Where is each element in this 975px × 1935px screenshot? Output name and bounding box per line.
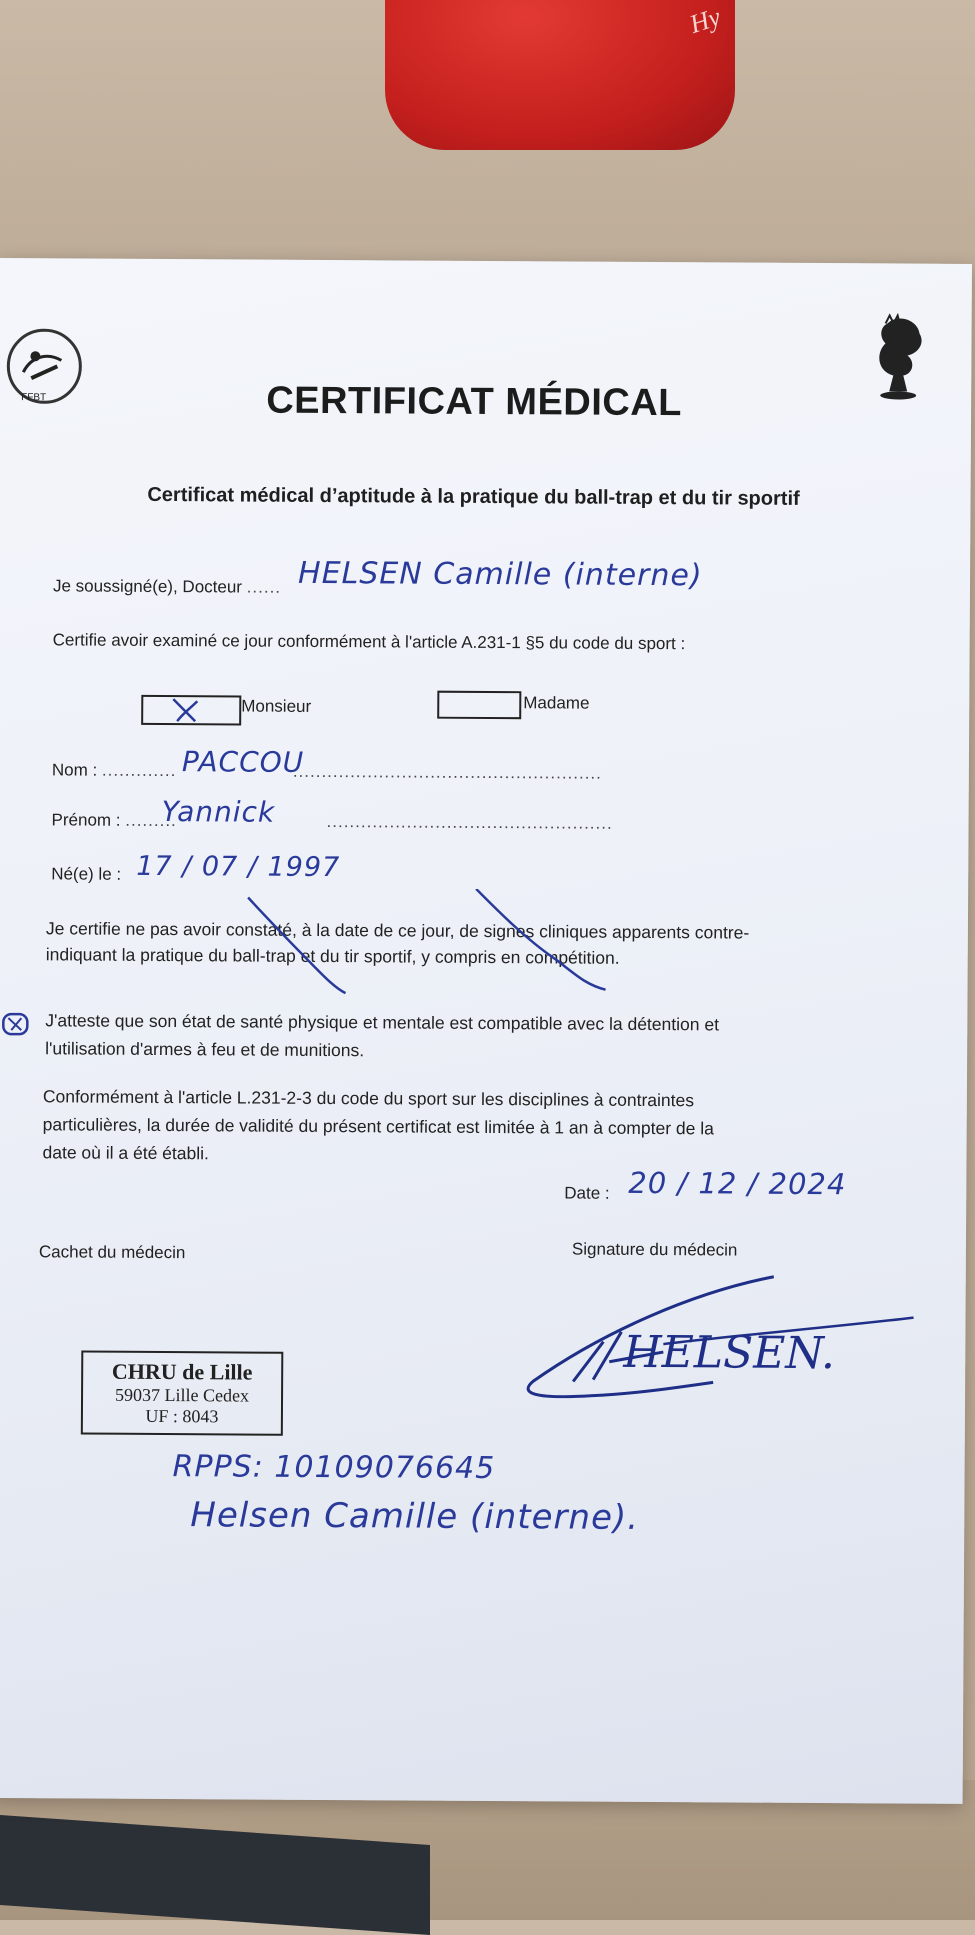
paragraph-3-line1: Conformément à l'article L.231-2-3 du code du sport sur les disciplines à contraintes (42, 1086, 695, 1111)
page-subtitle: Certificat médical d’aptitude à la pratique du ball-trap et du tir sportif (147, 483, 800, 510)
paragraph-2-line1: J'atteste que son état de santé physique et mentale est compatible avec la détention et (45, 1010, 720, 1035)
stamp-line2: 59037 Lille Cedex (114, 1384, 250, 1406)
doctor-label: Je soussigné(e), Docteur ...... (52, 576, 282, 597)
doctor-name-field[interactable]: HELSEN Camille (interne) (297, 555, 703, 594)
signature-label: Signature du médecin (571, 1239, 738, 1260)
birthdate-field[interactable]: 17 / 07 / 1997 (136, 850, 341, 884)
monsieur-checkbox[interactable] (141, 695, 241, 726)
rpps-handwritten: RPPS: 10109076645 (172, 1449, 496, 1487)
date-field[interactable]: 20 / 12 / 2024 (628, 1165, 847, 1202)
nom-dots: ...................................................... (292, 761, 602, 783)
stamp-line3: UF : 8043 (145, 1405, 219, 1427)
paragraph-1-line1: Je certifie ne pas avoir constaté, à la date de ce jour, de signes cliniques apparents contre- (45, 918, 750, 943)
date-label: Date : (564, 1183, 610, 1203)
svg-text:HELSEN.: HELSEN. (623, 1326, 836, 1380)
prenom-dots: .................................................. (326, 812, 613, 833)
paragraph-3-line3: date où il a été établi. (42, 1142, 209, 1164)
paragraph-2-checkbox[interactable] (0, 1010, 35, 1040)
doctor-signature (513, 1271, 934, 1424)
nom-label: Nom : ............. (51, 760, 177, 781)
prenom-field[interactable]: Yannick (161, 794, 276, 829)
certificate-sheet (0, 258, 972, 1804)
madame-checkbox[interactable] (437, 691, 521, 720)
paragraph-2-line2: l'utilisation d'armes à feu et de munitions. (45, 1038, 365, 1061)
hospital-stamp (81, 1351, 284, 1436)
stamp-line1: CHRU de Lille (111, 1358, 253, 1385)
paragraph-3-line2: particulières, la durée de validité du présent certificat est limitée à 1 an à compter de la (42, 1114, 714, 1139)
madame-label: Madame (523, 693, 590, 713)
paragraph-1-line2: indiquant la pratique du ball-trap et du tir sportif, y compris en compétition. (45, 944, 620, 968)
cachet-label: Cachet du médecin (38, 1242, 186, 1263)
monsieur-label: Monsieur (241, 696, 312, 716)
name-handwritten: Helsen Camille (interne). (190, 1495, 640, 1538)
red-mug (385, 0, 735, 150)
page-title: CERTIFICAT MÉDICAL (266, 379, 683, 425)
mug-text: Hy (686, 2, 724, 40)
nom-field[interactable]: PACCOU (181, 745, 305, 779)
prenom-label: Prénom : ......... (51, 810, 177, 831)
ne-label: Né(e) le : (51, 864, 122, 884)
strikethrough-mark (195, 887, 616, 1000)
svg-text:FFBT: FFBT (21, 392, 47, 404)
certifie-text: Certifie avoir examiné ce jour conformément à l'article A.231-1 §5 du code du sport : (52, 630, 686, 654)
